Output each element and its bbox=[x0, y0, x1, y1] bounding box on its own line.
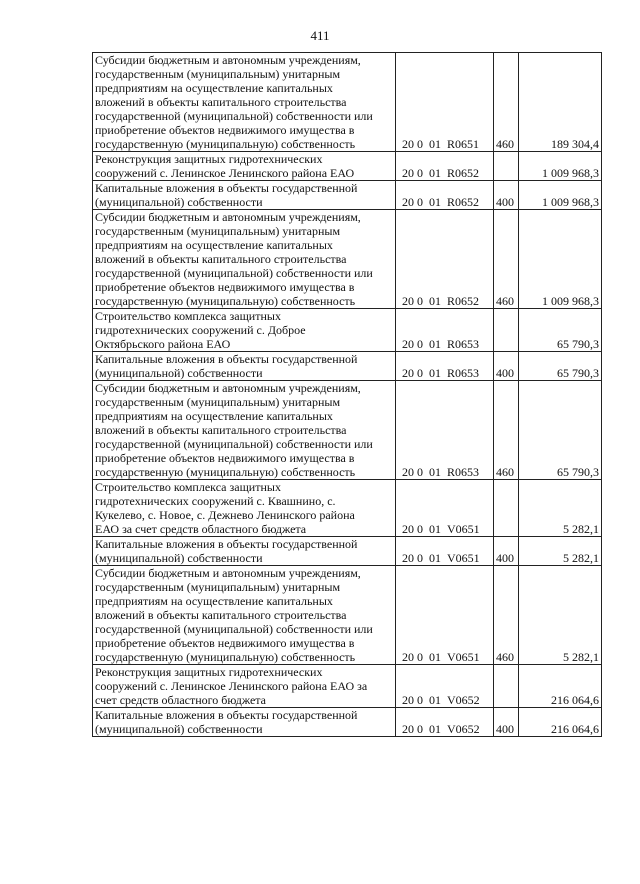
amount: 1 009 968,3 bbox=[519, 181, 602, 210]
code-part-c3: 01 bbox=[429, 722, 441, 736]
target-article-code bbox=[396, 665, 494, 708]
description-line: предприятиям на осуществление капитальных bbox=[95, 238, 333, 252]
description-line: Субсидии бюджетным и автономным учреждениям, bbox=[95, 381, 361, 395]
description-line: Строительство комплекса защитных bbox=[95, 480, 281, 494]
code-part-c2: 0 bbox=[417, 522, 423, 536]
budget-table-body bbox=[93, 53, 602, 737]
table-row bbox=[93, 181, 602, 210]
expense-type-code: 400 bbox=[494, 708, 519, 737]
description-line: гидротехнических сооружений с. Квашнино, с. bbox=[95, 494, 336, 508]
row-description bbox=[93, 566, 396, 665]
amount: 189 304,4 bbox=[519, 53, 602, 152]
row-description bbox=[93, 381, 396, 480]
table-row bbox=[93, 309, 602, 352]
target-article-code bbox=[396, 210, 494, 309]
description-line: (муниципальной) собственности bbox=[95, 195, 263, 209]
description-line: Реконструкция защитных гидротехнических bbox=[95, 665, 323, 679]
page-number: 411 bbox=[310, 28, 330, 43]
code-part-c4: R0653 bbox=[447, 337, 480, 351]
code-part-c2: 0 bbox=[417, 650, 423, 664]
description-line: Кукелево, с. Новое, с. Дежнево Ленинского района bbox=[95, 508, 355, 522]
target-article-code bbox=[396, 537, 494, 566]
budget-table bbox=[92, 52, 602, 737]
expense-type-code: 400 bbox=[494, 352, 519, 381]
code-part-c1: 20 bbox=[402, 166, 414, 180]
description-line: Субсидии бюджетным и автономным учреждениям, bbox=[95, 53, 361, 67]
code-part-c1: 20 bbox=[402, 722, 414, 736]
code-part-c4: R0652 bbox=[447, 294, 480, 308]
code-part-c1: 20 bbox=[402, 522, 414, 536]
description-line: государственным (муниципальным) унитарным bbox=[95, 580, 341, 594]
code-part-c2: 0 bbox=[417, 366, 423, 380]
table-row bbox=[93, 566, 602, 665]
code-part-c1: 20 bbox=[402, 337, 414, 351]
code-part-c4: V0652 bbox=[447, 722, 480, 736]
description-line: (муниципальной) собственности bbox=[95, 722, 263, 736]
description-line: приобретение объектов недвижимого имущества в bbox=[95, 123, 355, 137]
description-line: Капитальные вложения в объекты государственной bbox=[95, 352, 358, 366]
code-part-c1: 20 bbox=[402, 465, 414, 479]
table-row bbox=[93, 152, 602, 181]
code-part-c3: 01 bbox=[429, 337, 441, 351]
code-part-c4: R0651 bbox=[447, 137, 480, 151]
amount: 65 790,3 bbox=[519, 352, 602, 381]
description-line: Строительство комплекса защитных bbox=[95, 309, 281, 323]
code-part-c4: R0653 bbox=[447, 465, 480, 479]
description-line: Капитальные вложения в объекты государственной bbox=[95, 181, 358, 195]
description-line: государственной (муниципальной) собственности или bbox=[95, 437, 373, 451]
expense-type-code bbox=[494, 480, 519, 537]
description-line: (муниципальной) собственности bbox=[95, 551, 263, 565]
code-part-c2: 0 bbox=[417, 693, 423, 707]
description-line: вложений в объекты капитального строительства bbox=[95, 252, 347, 266]
row-description bbox=[93, 708, 396, 737]
target-article-code bbox=[396, 480, 494, 537]
description-line: приобретение объектов недвижимого имущества в bbox=[95, 451, 355, 465]
description-line: предприятиям на осуществление капитальных bbox=[95, 81, 333, 95]
table-row bbox=[93, 210, 602, 309]
code-part-c4: V0651 bbox=[447, 522, 480, 536]
description-line: сооружений с. Ленинское Ленинского района ЕАО bbox=[95, 166, 355, 180]
table-row bbox=[93, 708, 602, 737]
description-line: государственную (муниципальную) собственность bbox=[95, 137, 356, 151]
description-line: государственную (муниципальную) собственность bbox=[95, 465, 356, 479]
code-part-c1: 20 bbox=[402, 195, 414, 209]
row-description bbox=[93, 181, 396, 210]
code-part-c4: R0652 bbox=[447, 166, 480, 180]
code-part-c3: 01 bbox=[429, 366, 441, 380]
row-description bbox=[93, 665, 396, 708]
code-part-c3: 01 bbox=[429, 693, 441, 707]
description-line: ЕАО за счет средств областного бюджета bbox=[95, 522, 307, 536]
code-part-c1: 20 bbox=[402, 650, 414, 664]
code-part-c1: 20 bbox=[402, 551, 414, 565]
description-line: государственной (муниципальной) собственности или bbox=[95, 266, 373, 280]
description-line: вложений в объекты капитального строительства bbox=[95, 608, 347, 622]
description-line: государственной (муниципальной) собственности или bbox=[95, 109, 373, 123]
description-line: приобретение объектов недвижимого имущества в bbox=[95, 636, 355, 650]
code-part-c2: 0 bbox=[417, 337, 423, 351]
description-line: Капитальные вложения в объекты государственной bbox=[95, 708, 358, 722]
expense-type-code: 400 bbox=[494, 181, 519, 210]
row-description bbox=[93, 152, 396, 181]
table-row bbox=[93, 352, 602, 381]
table-row bbox=[93, 665, 602, 708]
expense-type-code: 460 bbox=[494, 381, 519, 480]
code-part-c2: 0 bbox=[417, 465, 423, 479]
code-part-c2: 0 bbox=[417, 137, 423, 151]
code-part-c2: 0 bbox=[417, 166, 423, 180]
expense-type-code: 460 bbox=[494, 566, 519, 665]
expense-type-code: 460 bbox=[494, 53, 519, 152]
code-part-c3: 01 bbox=[429, 294, 441, 308]
row-description bbox=[93, 210, 396, 309]
target-article-code bbox=[396, 181, 494, 210]
code-part-c3: 01 bbox=[429, 551, 441, 565]
description-line: государственным (муниципальным) унитарным bbox=[95, 395, 341, 409]
target-article-code bbox=[396, 708, 494, 737]
code-part-c1: 20 bbox=[402, 294, 414, 308]
code-part-c4: R0652 bbox=[447, 195, 480, 209]
target-article-code bbox=[396, 381, 494, 480]
description-line: сооружений с. Ленинское Ленинского района ЕАО за bbox=[95, 679, 368, 693]
description-line: государственным (муниципальным) унитарным bbox=[95, 224, 341, 238]
description-line: приобретение объектов недвижимого имущества в bbox=[95, 280, 355, 294]
amount: 5 282,1 bbox=[519, 480, 602, 537]
expense-type-code bbox=[494, 309, 519, 352]
amount: 5 282,1 bbox=[519, 537, 602, 566]
target-article-code bbox=[396, 53, 494, 152]
row-description bbox=[93, 352, 396, 381]
description-line: Реконструкция защитных гидротехнических bbox=[95, 152, 323, 166]
amount: 65 790,3 bbox=[519, 309, 602, 352]
code-part-c3: 01 bbox=[429, 650, 441, 664]
description-line: Капитальные вложения в объекты государственной bbox=[95, 537, 358, 551]
code-part-c3: 01 bbox=[429, 137, 441, 151]
code-part-c3: 01 bbox=[429, 465, 441, 479]
table-row bbox=[93, 53, 602, 152]
row-description bbox=[93, 480, 396, 537]
description-line: вложений в объекты капитального строительства bbox=[95, 95, 347, 109]
target-article-code bbox=[396, 152, 494, 181]
description-line: государственную (муниципальную) собственность bbox=[95, 294, 356, 308]
expense-type-code bbox=[494, 152, 519, 181]
expense-type-code bbox=[494, 665, 519, 708]
code-part-c1: 20 bbox=[402, 366, 414, 380]
code-part-c3: 01 bbox=[429, 195, 441, 209]
target-article-code bbox=[396, 566, 494, 665]
amount: 65 790,3 bbox=[519, 381, 602, 480]
table-row bbox=[93, 480, 602, 537]
description-line: Субсидии бюджетным и автономным учреждениям, bbox=[95, 210, 361, 224]
amount: 5 282,1 bbox=[519, 566, 602, 665]
description-line: государственной (муниципальной) собственности или bbox=[95, 622, 373, 636]
amount: 1 009 968,3 bbox=[519, 152, 602, 181]
description-line: вложений в объекты капитального строительства bbox=[95, 423, 347, 437]
row-description bbox=[93, 53, 396, 152]
expense-type-code: 400 bbox=[494, 537, 519, 566]
code-part-c1: 20 bbox=[402, 693, 414, 707]
description-line: счет средств областного бюджета bbox=[95, 693, 267, 707]
amount: 216 064,6 bbox=[519, 708, 602, 737]
description-line: государственную (муниципальную) собственность bbox=[95, 650, 356, 664]
description-line: (муниципальной) собственности bbox=[95, 366, 263, 380]
description-line: Субсидии бюджетным и автономным учреждениям, bbox=[95, 566, 361, 580]
description-line: предприятиям на осуществление капитальных bbox=[95, 409, 333, 423]
code-part-c3: 01 bbox=[429, 522, 441, 536]
code-part-c4: V0651 bbox=[447, 551, 480, 565]
amount: 216 064,6 bbox=[519, 665, 602, 708]
table-row bbox=[93, 537, 602, 566]
code-part-c2: 0 bbox=[417, 551, 423, 565]
description-line: Октябрьского района ЕАО bbox=[95, 337, 231, 351]
code-part-c3: 01 bbox=[429, 166, 441, 180]
code-part-c4: V0652 bbox=[447, 693, 480, 707]
description-line: государственным (муниципальным) унитарным bbox=[95, 67, 341, 81]
description-line: предприятиям на осуществление капитальных bbox=[95, 594, 333, 608]
expense-type-code: 460 bbox=[494, 210, 519, 309]
target-article-code bbox=[396, 352, 494, 381]
row-description bbox=[93, 537, 396, 566]
code-part-c2: 0 bbox=[417, 722, 423, 736]
amount: 1 009 968,3 bbox=[519, 210, 602, 309]
code-part-c4: V0651 bbox=[447, 650, 480, 664]
code-part-c1: 20 bbox=[402, 137, 414, 151]
description-line: гидротехнических сооружений с. Доброе bbox=[95, 323, 306, 337]
table-row bbox=[93, 381, 602, 480]
code-part-c2: 0 bbox=[417, 294, 423, 308]
row-description bbox=[93, 309, 396, 352]
target-article-code bbox=[396, 309, 494, 352]
code-part-c2: 0 bbox=[417, 195, 423, 209]
code-part-c4: R0653 bbox=[447, 366, 480, 380]
